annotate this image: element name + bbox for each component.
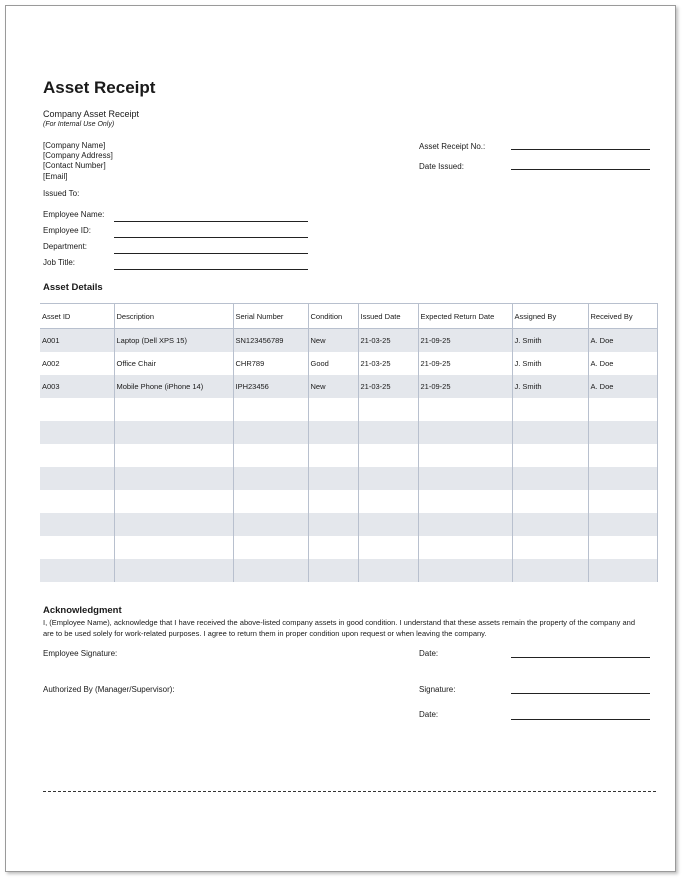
table-cell[interactable] <box>418 421 512 444</box>
column-header: Issued Date <box>358 304 418 329</box>
table-cell[interactable] <box>40 559 114 582</box>
table-cell[interactable] <box>40 444 114 467</box>
table-cell[interactable]: J. Smith <box>512 329 588 353</box>
table-cell[interactable]: Laptop (Dell XPS 15) <box>114 329 233 353</box>
table-cell[interactable]: New <box>308 329 358 353</box>
table-cell[interactable] <box>308 421 358 444</box>
table-cell[interactable]: Office Chair <box>114 352 233 375</box>
asset-details-table <box>40 303 657 582</box>
document-subtitle: Company Asset Receipt <box>43 109 140 119</box>
table-cell[interactable] <box>114 467 233 490</box>
table-cell[interactable]: A. Doe <box>588 352 657 375</box>
column-header: Received By <box>588 304 657 329</box>
date2-label: Date: <box>419 710 439 719</box>
internal-use-note: (For Internal Use Only) <box>43 121 115 128</box>
table-row <box>40 421 657 444</box>
table-cell[interactable]: 21-09-25 <box>418 329 512 353</box>
table-row <box>40 444 657 467</box>
date-label: Date: <box>419 649 439 658</box>
acknowledgment-text: I, (Employee Name), acknowledge that I have received the above-listed company assets in good condition. I understand that these assets remain the property of the company and are to be used solely for work-related purposes. I agree to return them in proper condition upon request or when leaving the company. <box>43 618 636 638</box>
table-cell[interactable] <box>588 467 657 490</box>
table-cell[interactable] <box>512 421 588 444</box>
table-cell[interactable]: 21-03-25 <box>358 375 418 398</box>
table-row <box>40 536 657 559</box>
table-cell[interactable] <box>114 536 233 559</box>
table-cell[interactable]: SN123456789 <box>233 329 308 353</box>
table-cell[interactable] <box>308 536 358 559</box>
signature-field[interactable] <box>511 693 650 694</box>
table-cell[interactable] <box>588 444 657 467</box>
issued-to-heading: Issued To: <box>43 189 80 198</box>
table-cell[interactable]: J. Smith <box>512 352 588 375</box>
acknowledgment-heading: Acknowledgment <box>43 605 122 616</box>
table-cell[interactable] <box>233 444 308 467</box>
table-cell[interactable] <box>418 536 512 559</box>
table-row <box>40 398 657 421</box>
asset-details-heading: Asset Details <box>43 282 103 293</box>
date-issued-field[interactable] <box>511 169 650 170</box>
table-cell[interactable] <box>418 467 512 490</box>
table-cell[interactable]: Mobile Phone (iPhone 14) <box>114 375 233 398</box>
table-cell[interactable] <box>512 513 588 536</box>
employee-signature-date-field[interactable] <box>511 657 650 658</box>
employee-id-label: Employee ID: <box>43 226 92 235</box>
table-cell[interactable] <box>308 467 358 490</box>
table-cell[interactable] <box>114 490 233 513</box>
table-cell[interactable] <box>233 559 308 582</box>
table-cell[interactable] <box>233 536 308 559</box>
company-email: [Email] <box>43 171 68 181</box>
table-cell[interactable] <box>358 513 418 536</box>
table-cell[interactable] <box>308 490 358 513</box>
table-cell[interactable] <box>418 559 512 582</box>
table-cell[interactable] <box>308 444 358 467</box>
table-row <box>40 352 657 375</box>
document-page <box>5 5 676 872</box>
table-cell[interactable] <box>358 490 418 513</box>
table-cell[interactable] <box>358 536 418 559</box>
receipt-number-field[interactable] <box>511 149 650 150</box>
table-cell[interactable]: A. Doe <box>588 375 657 398</box>
table-cell[interactable] <box>114 513 233 536</box>
table-cell[interactable]: 21-03-25 <box>358 352 418 375</box>
table-cell[interactable] <box>418 444 512 467</box>
table-cell[interactable] <box>40 398 114 421</box>
table-cell[interactable] <box>308 513 358 536</box>
table-cell[interactable] <box>418 398 512 421</box>
table-cell[interactable] <box>418 513 512 536</box>
company-address: [Company Address] <box>43 151 113 161</box>
table-cell[interactable] <box>114 444 233 467</box>
table-cell[interactable] <box>233 490 308 513</box>
table-cell[interactable] <box>512 490 588 513</box>
table-cell[interactable] <box>233 513 308 536</box>
table-cell[interactable] <box>588 513 657 536</box>
table-cell[interactable] <box>114 398 233 421</box>
table-cell[interactable]: 21-09-25 <box>418 375 512 398</box>
table-cell[interactable]: A003 <box>40 375 114 398</box>
company-block <box>43 141 113 182</box>
table-cell[interactable]: 21-03-25 <box>358 329 418 353</box>
table-cell[interactable] <box>512 398 588 421</box>
company-contact: [Contact Number] <box>43 161 106 171</box>
table-cell[interactable]: A001 <box>40 329 114 353</box>
column-header: Expected Return Date <box>418 304 512 329</box>
job-title-field[interactable] <box>114 269 308 270</box>
receipt-number-label: Asset Receipt No.: <box>419 142 486 151</box>
page-title: Asset Receipt <box>43 78 156 97</box>
employee-signature-label: Employee Signature: <box>43 649 118 658</box>
table-cell[interactable] <box>40 421 114 444</box>
table-cell[interactable] <box>358 467 418 490</box>
table-header-row <box>40 304 657 329</box>
table-cell[interactable] <box>233 398 308 421</box>
table-cell[interactable] <box>588 490 657 513</box>
table-cell[interactable] <box>308 398 358 421</box>
column-header: Serial Number <box>233 304 308 329</box>
table-row <box>40 375 657 398</box>
table-cell[interactable] <box>233 467 308 490</box>
table-cell[interactable] <box>588 398 657 421</box>
table-cell[interactable] <box>588 536 657 559</box>
signature-label: Signature: <box>419 685 456 694</box>
table-cell[interactable]: J. Smith <box>512 375 588 398</box>
column-header: Description <box>114 304 233 329</box>
table-cell[interactable]: 21-09-25 <box>418 352 512 375</box>
table-cell[interactable] <box>40 513 114 536</box>
table-cell[interactable]: A002 <box>42 359 60 368</box>
date-issued-label: Date Issued: <box>419 162 464 171</box>
table-cell[interactable]: IPH23456 <box>233 375 308 398</box>
column-header: Asset ID <box>40 304 114 329</box>
table-cell[interactable]: A. Doe <box>588 329 657 353</box>
table-cell[interactable] <box>358 559 418 582</box>
table-row <box>40 329 657 353</box>
employee-id-field[interactable] <box>114 237 308 238</box>
table-row <box>40 467 657 490</box>
employee-name-field[interactable] <box>114 221 308 222</box>
authorized-date-field[interactable] <box>511 719 650 720</box>
table-cell[interactable] <box>358 421 418 444</box>
table-cell[interactable] <box>40 467 114 490</box>
table-cell[interactable] <box>358 444 418 467</box>
department-label: Department: <box>43 242 88 251</box>
table-cell[interactable] <box>588 559 657 582</box>
table-cell[interactable] <box>233 421 308 444</box>
table-row <box>40 490 657 513</box>
table-cell[interactable] <box>40 536 114 559</box>
table-cell[interactable] <box>308 559 358 582</box>
cut-line <box>43 791 656 792</box>
job-title-label: Job Title: <box>43 258 76 267</box>
table-cell[interactable] <box>512 536 588 559</box>
column-header: Assigned By <box>512 304 588 329</box>
department-field[interactable] <box>114 253 308 254</box>
authorized-by-label: Authorized By (Manager/Supervisor): <box>43 685 175 694</box>
table-cell[interactable]: Good <box>308 352 358 375</box>
table-cell[interactable] <box>40 490 114 513</box>
table-cell[interactable] <box>114 559 233 582</box>
table-cell[interactable]: CHR789 <box>233 352 308 375</box>
table-cell[interactable] <box>418 490 512 513</box>
column-header: Condition <box>308 304 358 329</box>
table-cell[interactable]: New <box>308 375 358 398</box>
employee-name-label: Employee Name: <box>43 210 105 219</box>
table-cell[interactable] <box>114 421 233 444</box>
company-name: [Company Name] <box>43 141 106 150</box>
table-cell[interactable] <box>588 421 657 444</box>
table-row <box>40 513 657 536</box>
table-cell[interactable] <box>512 559 588 582</box>
table-cell[interactable] <box>512 467 588 490</box>
table-cell[interactable] <box>358 398 418 421</box>
table-row <box>40 559 657 582</box>
table-cell[interactable] <box>512 444 588 467</box>
